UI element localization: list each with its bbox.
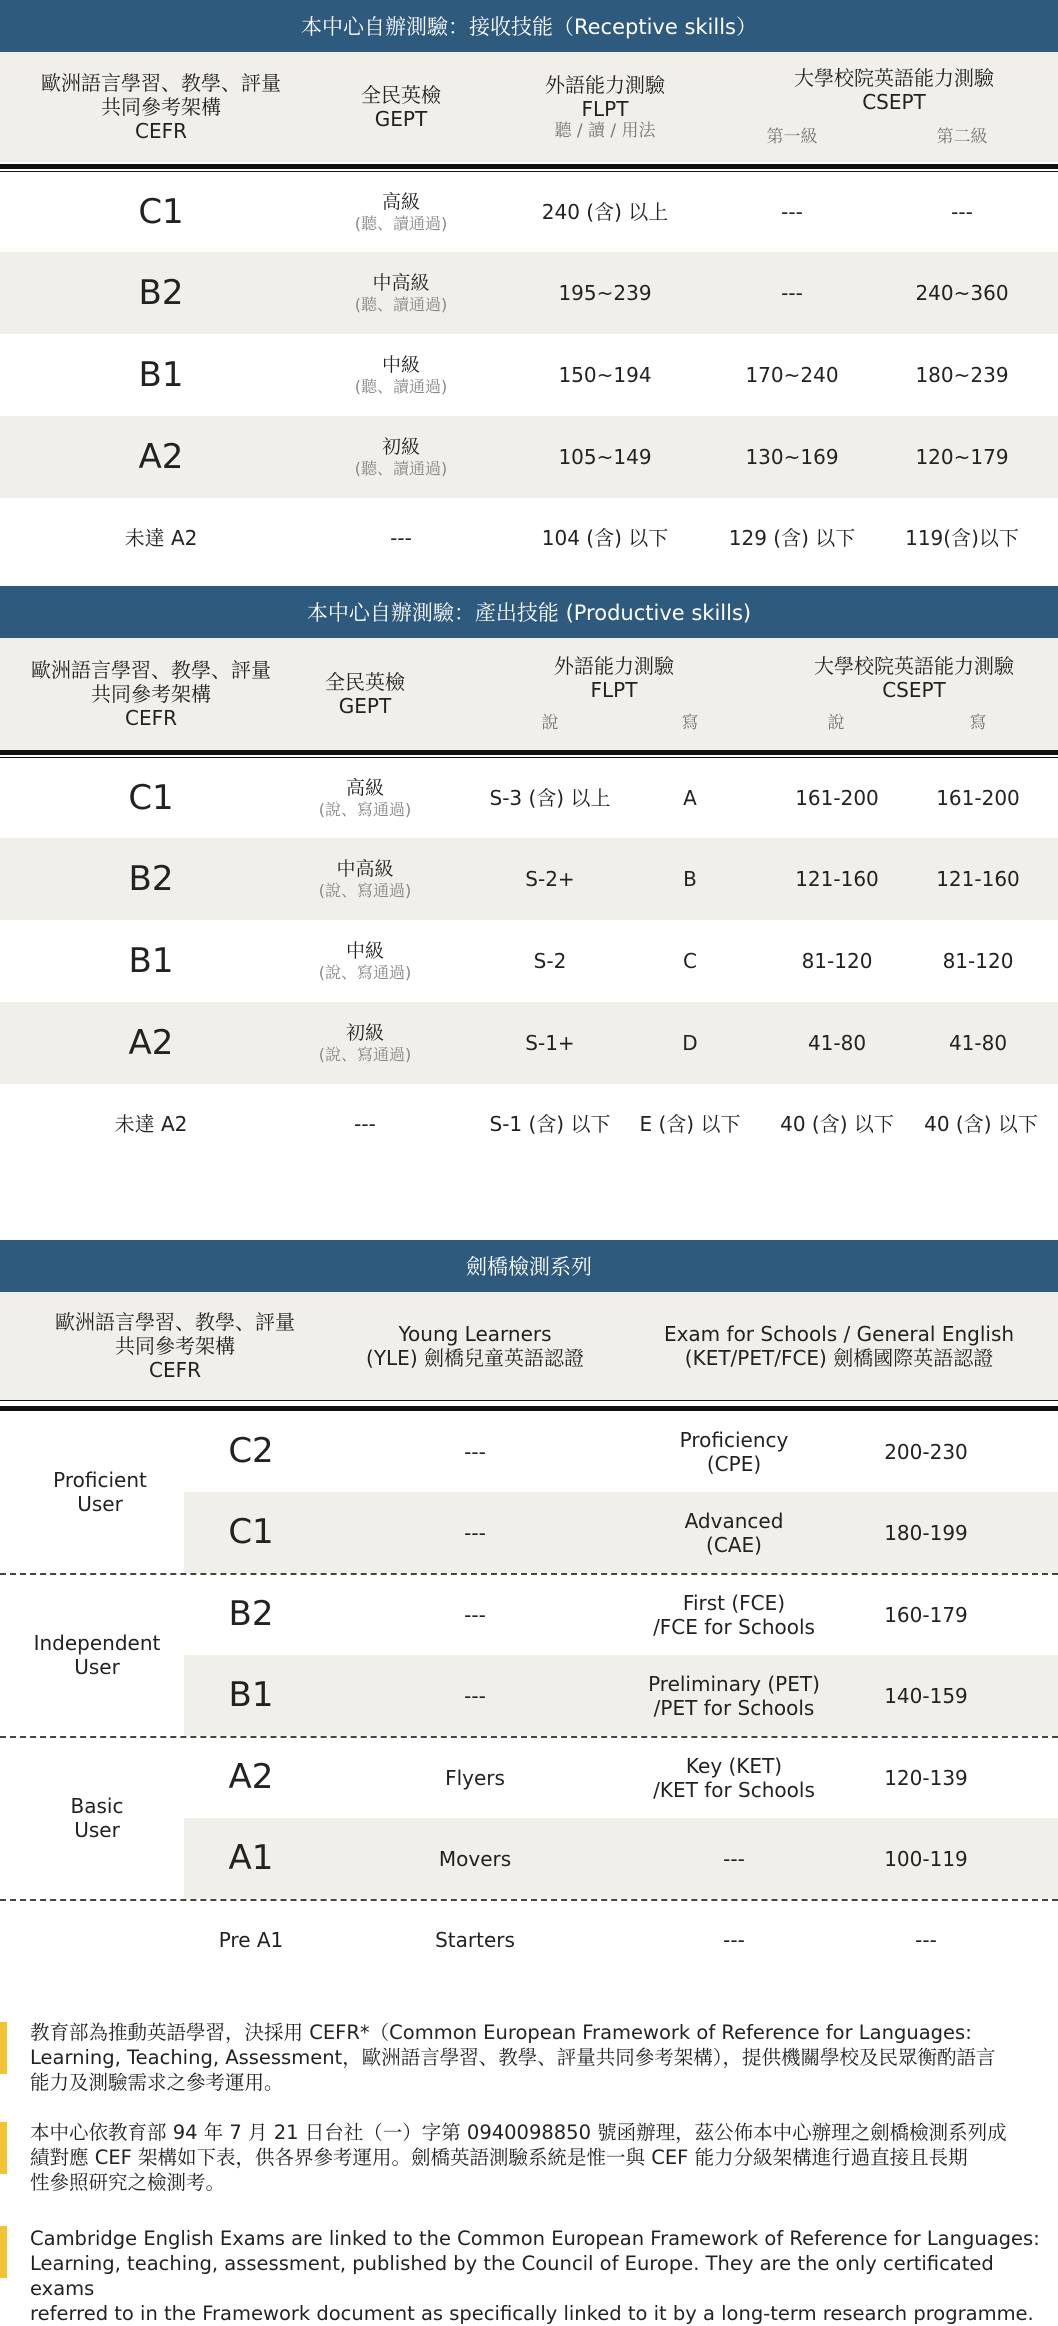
table-row: A2 初級 (聽、讀通過) 105~149 130~169 120~179 (0, 416, 1058, 498)
table-row: 未達 A2 --- 104 (含) 以下 129 (含) 以下 119(含)以下 (124, 526, 1019, 550)
table-row: A2 初級 (說、寫通過) S-1+ D 41-80 41-80 (0, 1002, 1058, 1084)
cambridge-exam: Key (KET) /KET for Schools (653, 1753, 815, 1802)
cambridge-level: C2 (228, 1431, 274, 1472)
receptive-title-bar (0, 0, 1058, 52)
table-row: B1 中級 (說、寫通過) S-2 C 81-120 81-120 (128, 940, 1014, 982)
cambridge-exam: --- (723, 1846, 745, 1871)
cambridge-score: --- (915, 1928, 937, 1952)
productive-header-csept-speak: 說 (827, 712, 845, 733)
productive-header-gept: 全民英檢 GEPT (325, 670, 405, 718)
cambridge-header-rule-thin (0, 1400, 1058, 1401)
receptive-header-flpt: 外語能力測驗 FLPT 聽 / 讀 / 用法 (545, 72, 665, 141)
group-proficient-user: Proficient User (53, 1468, 147, 1516)
table-row: C1 高級 (聽、讀通過) 240 (含) 以上 --- --- (138, 191, 973, 233)
cambridge-level: A2 (228, 1757, 274, 1798)
receptive-header-csept-level2: 第二級 (936, 126, 988, 147)
group-basic-user: Basic User (70, 1794, 124, 1842)
note-paragraph: 本中心依教育部 94 年 7 月 21 日台社（一）字第 0940098850 號函辦理，茲公佈本中心辦理之劍橋檢測系列成 績對應 CEF 架構如下表，供各界參考運用。劍橋英語測驗系統是惟一與 CEF 能力分級架構進行過直接且長期 性參照研究之檢測考。 (30, 2121, 1007, 2194)
receptive-header-cefr: 歐洲語言學習、教學、評量 共同參考架構 CEFR (41, 71, 281, 143)
table-row: B2 中高級 (聽、讀通過) 195~239 --- 240~360 (0, 252, 1058, 334)
receptive-header-gept: 全民英檢 GEPT (361, 83, 441, 131)
receptive-header-csept-level1: 第一級 (766, 126, 818, 147)
table-row: C1 高級 (說、寫通過) S-3 (含) 以上 A 161-200 161-200 (128, 777, 1020, 819)
cambridge-yle: --- (464, 1439, 486, 1464)
productive-title-bar (0, 586, 1058, 638)
cambridge-yle: Flyers (445, 1765, 505, 1790)
cambridge-exam: Proficiency (CPE) (679, 1427, 789, 1476)
cambridge-yle: Starters (435, 1928, 515, 1952)
cambridge-score: 120-139 (884, 1765, 968, 1790)
cambridge-score: 160-179 (884, 1602, 968, 1627)
productive-header-csept: 大學校院英語能力測驗 CSEPT (814, 654, 1014, 702)
productive-header-flpt: 外語能力測驗 FLPT (554, 654, 674, 702)
cambridge-yle: --- (464, 1520, 486, 1545)
productive-title: 本中心自辦測驗：產出技能 (Productive skills) (306, 601, 752, 625)
cambridge-level: A1 (228, 1838, 274, 1879)
cambridge-score: 180-199 (884, 1520, 968, 1545)
cambridge-exam: --- (723, 1928, 745, 1952)
productive-header-flpt-speak: 說 (541, 712, 559, 733)
productive-header-rule (0, 750, 1058, 755)
cambridge-level: C1 (228, 1512, 274, 1553)
cambridge-exam: Preliminary (PET) /PET for Schools (648, 1671, 820, 1720)
note-paragraph: Cambridge English Exams are linked to the Common European Framework of Reference for Languages: Learning, teaching, assessment, published by the Council of Europe. They are the only certificated exams referred to in the Framework document as specifically linked to it by a long-term research programme. (30, 2227, 1040, 2325)
cambridge-level: Pre A1 (218, 1928, 284, 1952)
receptive-header-rule (0, 164, 1058, 169)
group-divider (0, 1899, 1058, 1901)
receptive-header-csept: 大學校院英語能力測驗 CSEPT (794, 66, 994, 114)
productive-header-flpt-write: 寫 (681, 712, 699, 733)
cambridge-score: 200-230 (884, 1439, 968, 1464)
cambridge-score: 140-159 (884, 1683, 968, 1708)
productive-header-cefr: 歐洲語言學習、教學、評量 共同參考架構 CEFR (31, 658, 271, 730)
cambridge-level: B1 (228, 1675, 274, 1716)
cambridge-header-cefr: 歐洲語言學習、教學、評量 共同參考架構 CEFR (55, 1310, 295, 1382)
productive-header-csept-write: 寫 (969, 712, 987, 733)
cambridge-title-bar (0, 1240, 1058, 1292)
cambridge-yle: --- (464, 1683, 486, 1708)
table-row: B1 中級 (聽、讀通過) 150~194 170~240 180~239 (138, 354, 1009, 396)
cambridge-score: 100-119 (884, 1846, 968, 1871)
cambridge-title: 劍橋檢測系列 (466, 1255, 592, 1279)
cambridge-exam: Advanced (CAE) (684, 1508, 784, 1557)
receptive-title: 本中心自辦測驗：接收技能（Receptive skills） (300, 15, 757, 39)
table-row: 未達 A2 --- S-1 (含) 以下 E (含) 以下 40 (含) 以下 40 (含) 以下 (114, 1112, 1038, 1136)
cambridge-level: B2 (228, 1594, 274, 1635)
cambridge-exam: First (FCE) /FCE for Schools (653, 1590, 815, 1639)
cambridge-yle: --- (464, 1602, 486, 1627)
cambridge-yle: Movers (438, 1846, 512, 1871)
cambridge-header-yle: Young Learners (YLE) 劍橋兒童英語認證 (366, 1322, 584, 1370)
group-independent-user: Independent User (33, 1631, 161, 1679)
note-paragraph: 教育部為推動英語學習，決採用 CEFR*（Common European Framework of Reference for Languages: Learning, Teaching, Assessment，歐洲語言學習、教學、評量共同參考架構），提供機關學校及民眾衡酌語言 能力及測驗需求之參考運用。 (30, 2021, 996, 2094)
cambridge-header-exam: Exam for Schools / General English (KET/PET/FCE) 劍橋國際英語認證 (663, 1322, 1015, 1370)
table-row: B2 中高級 (說、寫通過) S-2+ B 121-160 121-160 (0, 838, 1058, 920)
